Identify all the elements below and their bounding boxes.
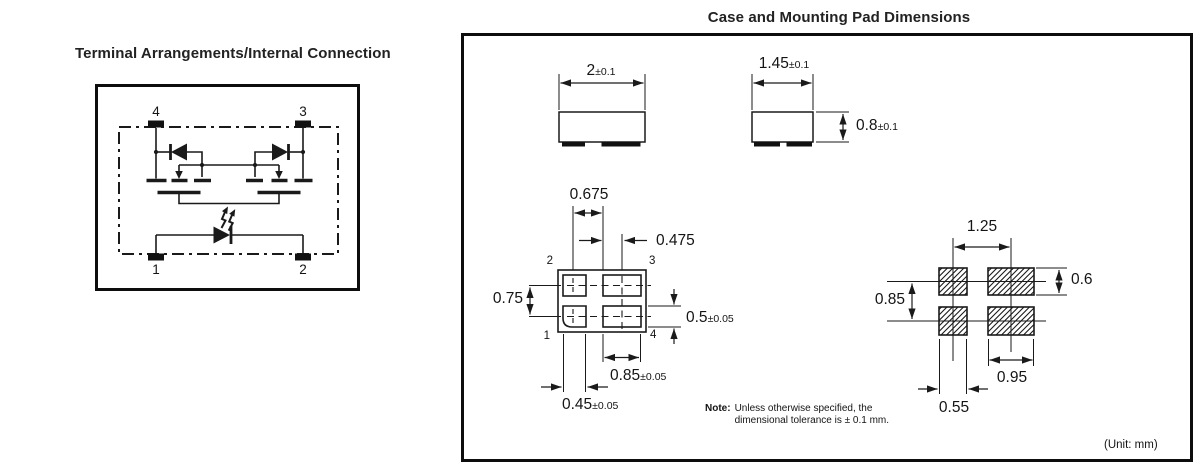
bottom-view-pin-4-label: 4 [650,329,657,341]
dim-tolerance: ±0.05 [707,313,734,325]
dim-layout-pad-height-label: 0.6 [1071,271,1093,288]
dim-tolerance: ±0.05 [592,400,619,412]
dim-pad-offset-0475-label: 0.475 [656,232,695,249]
dim-right-pad-width-label [610,368,666,384]
left-panel-title: Terminal Arrangements/Internal Connection [75,45,391,62]
circuit-pin-4-label: 4 [152,104,160,119]
dim-case-height-label [856,118,898,134]
dim-pad-pitch-vertical-label: 0.75 [492,290,523,307]
tolerance-note [705,403,889,426]
bottom-view-pin-1-label: 1 [543,330,550,342]
dim-value: 0.45 [562,396,593,413]
dim-tolerance: ±0.1 [877,121,898,133]
dim-value: 2 [586,62,596,79]
dim-pad-pitch-horizontal-label: 1.25 [966,218,998,235]
dim-tolerance: ±0.1 [595,66,616,78]
dim-pad-height-label [686,310,734,326]
dim-case-depth-label [759,56,810,72]
dim-value: 0.85 [610,367,641,384]
circuit-pin-1-label: 1 [152,262,160,277]
note-text [735,403,889,426]
dim-layout-right-pad-width-label: 0.95 [996,369,1028,386]
dim-value: 1.45 [758,55,789,72]
circuit-pin-2-label: 2 [299,262,307,277]
dim-tolerance: ±0.1 [788,59,810,71]
circuit-pin-3-label: 3 [299,104,307,119]
note-line2: dimensional tolerance is ± 0.1 mm. [734,414,890,426]
dim-left-pad-width-label [562,397,618,413]
dim-layout-left-pad-width-label: 0.55 [938,399,970,416]
dim-value: 0.5 [686,309,708,326]
bottom-view-pin-3-label: 3 [649,255,656,267]
right-panel-title: Case and Mounting Pad Dimensions [707,9,971,26]
internal-connection-box [95,84,360,291]
note-label: Note: [705,403,731,414]
dim-value: 0.8 [856,117,878,134]
dim-case-width-label [587,63,616,79]
bottom-view-pin-2-label: 2 [546,255,553,267]
dim-layout-pitch-vertical-label: 0.85 [874,291,905,308]
unit-label: (Unit: mm) [1104,439,1158,451]
dim-pad-offset-0675-label: 0.675 [569,186,609,203]
note-line1: Unless otherwise specified, the [734,403,873,414]
dim-tolerance: ±0.05 [640,371,667,383]
